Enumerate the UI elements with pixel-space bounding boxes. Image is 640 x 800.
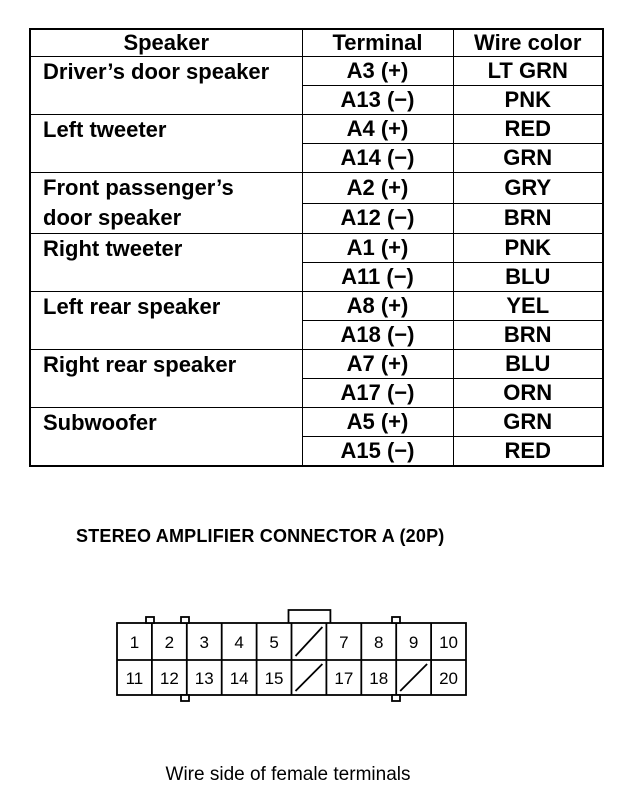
- locator-tab: [392, 695, 400, 701]
- pin-number: 14: [229, 669, 249, 688]
- terminal-cell: A14 (−): [302, 144, 453, 173]
- speaker-name: Right rear speaker: [30, 350, 302, 408]
- pin-number: 8: [374, 633, 384, 652]
- pin-number: 10: [439, 633, 459, 652]
- wire-color-cell: BRN: [453, 203, 603, 234]
- terminal-cell: A5 (+): [302, 408, 453, 437]
- empty-cavity-mark: [296, 627, 323, 656]
- speaker-column-header: Speaker: [30, 29, 302, 57]
- wire-color-cell: ORN: [453, 379, 603, 408]
- terminal-column-header: Terminal: [302, 29, 453, 57]
- pin-number: 1: [129, 633, 140, 652]
- pin-number: 12: [159, 669, 179, 688]
- connector-title: STEREO AMPLIFIER CONNECTOR A (20P): [76, 526, 445, 546]
- speaker-name: Subwoofer: [30, 408, 302, 467]
- speaker-name: Right tweeter: [30, 234, 302, 292]
- wire-color-cell: PNK: [453, 86, 603, 115]
- wire-color-cell: GRN: [453, 408, 603, 437]
- pin-number: 4: [234, 633, 244, 652]
- wire-color-cell: BLU: [453, 263, 603, 292]
- pin-number: 5: [269, 633, 279, 652]
- pin-number: 20: [439, 669, 459, 688]
- pin-number: 13: [194, 669, 214, 688]
- terminal-cell: A11 (−): [302, 263, 453, 292]
- pin-number: 17: [334, 669, 354, 688]
- wire-color-cell: YEL: [453, 292, 603, 321]
- pin-number: 15: [264, 669, 284, 688]
- wire-color-cell: PNK: [453, 234, 603, 263]
- terminal-cell: A15 (−): [302, 437, 453, 467]
- wire-color-cell: GRN: [453, 144, 603, 173]
- wire-color-cell: GRY: [453, 173, 603, 204]
- locator-tab: [146, 617, 154, 623]
- speaker-name: Driver’s door speaker: [30, 57, 302, 115]
- locator-tab: [181, 617, 189, 623]
- empty-cavity-mark: [296, 664, 323, 691]
- pin-number: 3: [199, 633, 209, 652]
- terminal-cell: A4 (+): [302, 115, 453, 144]
- pin-number: 18: [369, 669, 389, 688]
- terminal-cell: A12 (−): [302, 203, 453, 234]
- speaker-name: Left tweeter: [30, 115, 302, 173]
- wire-color-cell: LT GRN: [453, 57, 603, 86]
- locking-tab: [289, 610, 331, 623]
- wire-color-column-header: Wire color: [453, 29, 603, 57]
- terminal-cell: A18 (−): [302, 321, 453, 350]
- terminal-cell: A17 (−): [302, 379, 453, 408]
- terminal-cell: A2 (+): [302, 173, 453, 204]
- pin-number: 9: [408, 633, 419, 652]
- locator-tab: [181, 695, 189, 701]
- empty-cavity-mark: [400, 664, 427, 691]
- pin-number: 11: [125, 669, 144, 688]
- pin-number: 2: [164, 633, 175, 652]
- terminal-cell: A1 (+): [302, 234, 453, 263]
- terminal-cell: A7 (+): [302, 350, 453, 379]
- terminal-cell: A8 (+): [302, 292, 453, 321]
- speaker-name: Left rear speaker: [30, 292, 302, 350]
- pin-number: 7: [339, 633, 349, 652]
- locator-tab: [392, 617, 400, 623]
- terminal-cell: A13 (−): [302, 86, 453, 115]
- wire-color-cell: BRN: [453, 321, 603, 350]
- wire-color-cell: BLU: [453, 350, 603, 379]
- connector-caption: Wire side of female terminals: [165, 764, 411, 785]
- terminal-cell: A3 (+): [302, 57, 453, 86]
- wire-color-cell: RED: [453, 437, 603, 467]
- speaker-name: Front passenger’s door speaker: [30, 173, 302, 234]
- wire-color-cell: RED: [453, 115, 603, 144]
